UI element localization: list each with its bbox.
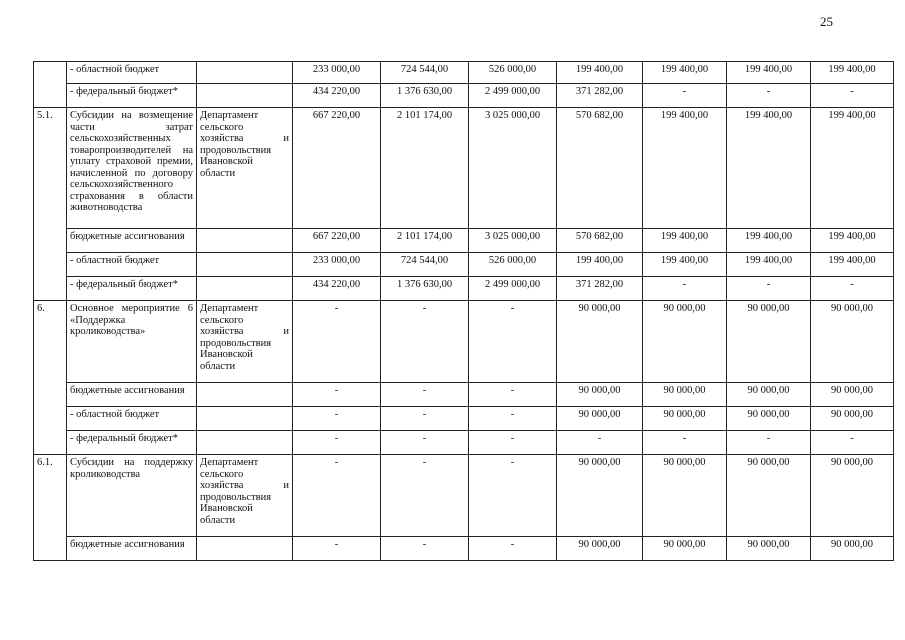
amount-cell [727,301,811,383]
amount-value: 199 400,00 [744,231,793,242]
amount-value: - [334,409,339,420]
amount-cell [727,455,811,537]
amount-value: 199 400,00 [828,110,876,121]
amount-cell [643,383,727,407]
amount-cell [811,253,894,277]
row-number-cell: 5.1. [34,108,67,229]
row-number-cell [34,229,67,253]
amount-value: - [766,86,771,97]
amount-cell [557,253,643,277]
amount-value: - [682,86,687,97]
amount-cell [557,229,643,253]
amount-cell [381,407,469,431]
amount-cell [293,277,381,301]
amount-cell [381,229,469,253]
amount-value: 526 000,00 [488,64,537,75]
table-row [34,455,894,537]
amount-value: - [682,433,687,444]
item-name-cell: Субсидии на поддержку кролиководства [67,455,197,537]
amount-cell [557,108,643,229]
amount-value: - [510,385,515,396]
executor-cell [197,253,293,277]
amount-cell [811,431,894,455]
amount-value: 199 400,00 [828,231,876,242]
amount-value: - [766,279,771,290]
amount-cell [557,277,643,301]
amount-value: - [510,303,515,314]
amount-value: 90 000,00 [578,539,621,550]
amount-value: 90 000,00 [663,457,706,468]
amount-cell [381,84,469,108]
executor-cell: Департамент сельского хозяйства и продовольствия Ивановской области [197,301,293,383]
amount-cell [293,84,381,108]
executor-cell [197,84,293,108]
amount-value: - [850,86,854,97]
amount-value: 667 220,00 [312,110,361,121]
amount-cell [727,277,811,301]
amount-value: - [334,385,339,396]
amount-cell [643,455,727,537]
table-row [34,407,894,431]
amount-value: 90 000,00 [831,539,873,550]
amount-cell [469,277,557,301]
amount-value: 90 000,00 [663,385,706,396]
item-name-cell: - областной бюджет [67,407,197,431]
amount-cell [469,455,557,537]
row-number-cell [34,407,67,431]
amount-cell [811,301,894,383]
amount-cell [381,431,469,455]
amount-cell [643,537,727,561]
page-number: 25 [820,14,833,29]
item-name-cell: бюджетные ассигнования [67,383,197,407]
amount-value: - [422,539,427,550]
amount-cell [643,301,727,383]
item-name-cell: Субсидии на возмещение части затрат сельскохозяйственных товаропроизводителей на уплату страховой премии, начисленной по договору сельскохозяйственного страхования в области животноводства [67,108,197,229]
amount-cell [727,537,811,561]
amount-value: - [510,457,515,468]
amount-value: 371 282,00 [575,86,624,97]
amount-value: 2 499 000,00 [484,279,541,290]
amount-value: 371 282,00 [575,279,624,290]
amount-value: 3 025 000,00 [484,231,541,242]
amount-value: 233 000,00 [312,64,361,75]
amount-value: - [850,279,854,290]
executor-cell [197,62,293,84]
item-name-cell: Основное мероприятие 6 «Поддержка кролиководства» [67,301,197,383]
amount-cell [469,431,557,455]
amount-cell [643,62,727,84]
amount-value: 1 376 630,00 [396,279,453,290]
amount-value: - [334,303,339,314]
table-row [34,431,894,455]
executor-cell: Департамент сельского хозяйства и продовольствия Ивановской области [197,455,293,537]
budget-table [33,61,894,561]
table-row [34,108,894,229]
table-row [34,277,894,301]
amount-value: - [597,433,602,444]
amount-value: 526 000,00 [488,255,537,266]
executor-cell [197,431,293,455]
amount-cell [727,229,811,253]
amount-value: 2 101 174,00 [396,110,453,121]
amount-value: 570 682,00 [575,110,624,121]
amount-value: 199 400,00 [744,110,793,121]
amount-value: - [510,409,515,420]
amount-cell [557,301,643,383]
amount-cell [727,108,811,229]
amount-value: 2 499 000,00 [484,86,541,97]
amount-value: - [422,457,427,468]
amount-cell [811,62,894,84]
row-number-cell [34,537,67,561]
amount-cell [727,407,811,431]
row-number-cell [34,253,67,277]
amount-value: 570 682,00 [575,231,624,242]
table-row [34,253,894,277]
amount-cell [811,407,894,431]
table-row [34,537,894,561]
table-row [34,62,894,84]
amount-cell [293,229,381,253]
amount-cell [469,253,557,277]
amount-value: 199 400,00 [744,64,793,75]
amount-value: 3 025 000,00 [484,110,541,121]
amount-value: 90 000,00 [747,539,790,550]
amount-value: 90 000,00 [663,409,706,420]
amount-cell [381,455,469,537]
amount-cell [811,383,894,407]
amount-cell [469,229,557,253]
amount-value: 90 000,00 [747,303,790,314]
amount-value: 199 400,00 [575,64,624,75]
amount-value: - [766,433,771,444]
amount-cell [811,84,894,108]
amount-value: 90 000,00 [747,385,790,396]
amount-cell [811,108,894,229]
amount-cell [557,62,643,84]
executor-cell [197,407,293,431]
item-name-cell: - федеральный бюджет* [67,431,197,455]
amount-cell [643,407,727,431]
amount-cell [811,455,894,537]
amount-value: 199 400,00 [660,231,709,242]
amount-value: - [334,539,339,550]
amount-cell [727,253,811,277]
amount-cell [381,537,469,561]
amount-cell [811,537,894,561]
amount-cell [381,383,469,407]
amount-value: - [422,303,427,314]
amount-cell [557,431,643,455]
executor-cell [197,537,293,561]
amount-value: - [850,433,854,444]
amount-value: - [422,385,427,396]
amount-value: 199 400,00 [828,64,876,75]
amount-value: 90 000,00 [578,303,621,314]
amount-cell [469,84,557,108]
amount-cell [557,455,643,537]
executor-cell: Департамент сельского хозяйства и продовольствия Ивановской области [197,108,293,229]
amount-value: 199 400,00 [660,110,709,121]
amount-cell [557,383,643,407]
amount-cell [643,253,727,277]
amount-value: 233 000,00 [312,255,361,266]
amount-value: 90 000,00 [747,409,790,420]
row-number-cell: 6.1. [34,455,67,537]
amount-value: 2 101 174,00 [396,231,453,242]
amount-cell [643,84,727,108]
amount-cell [557,407,643,431]
amount-cell [727,84,811,108]
amount-cell [381,62,469,84]
amount-value: - [334,457,339,468]
amount-cell [557,537,643,561]
amount-value: 1 376 630,00 [396,86,453,97]
amount-value: 199 400,00 [744,255,793,266]
amount-cell [727,62,811,84]
amount-cell [727,431,811,455]
amount-cell [469,407,557,431]
amount-value: - [682,279,687,290]
amount-cell [811,229,894,253]
amount-value: 434 220,00 [312,279,361,290]
amount-value: 90 000,00 [831,457,873,468]
item-name-cell: - федеральный бюджет* [67,277,197,301]
item-name-cell: - областной бюджет [67,253,197,277]
amount-cell [293,383,381,407]
amount-value: 90 000,00 [578,457,621,468]
amount-value: - [510,433,515,444]
amount-value: - [422,409,427,420]
executor-cell [197,383,293,407]
amount-value: 199 400,00 [575,255,624,266]
item-name-cell: - федеральный бюджет* [67,84,197,108]
amount-cell [811,277,894,301]
amount-value: 724 544,00 [400,64,449,75]
item-name-cell: бюджетные ассигнования [67,229,197,253]
amount-cell [469,383,557,407]
amount-value: 90 000,00 [831,303,873,314]
executor-cell [197,229,293,253]
amount-value: 90 000,00 [831,409,873,420]
amount-cell [293,431,381,455]
amount-cell [381,253,469,277]
table-row [34,84,894,108]
amount-cell [293,407,381,431]
item-name-cell: бюджетные ассигнования [67,537,197,561]
row-number-cell [34,383,67,407]
amount-cell [469,62,557,84]
row-number-cell [34,84,67,108]
amount-cell [469,108,557,229]
amount-value: - [422,433,427,444]
amount-value: - [510,539,515,550]
amount-cell [643,277,727,301]
amount-cell [293,108,381,229]
table-row [34,301,894,383]
table-row [34,229,894,253]
amount-value: 434 220,00 [312,86,361,97]
row-number-cell: 6. [34,301,67,383]
row-number-cell [34,62,67,84]
amount-cell [293,455,381,537]
amount-value: 667 220,00 [312,231,361,242]
amount-value: 90 000,00 [747,457,790,468]
amount-cell [293,301,381,383]
table-row [34,383,894,407]
amount-value: 199 400,00 [660,64,709,75]
amount-cell [293,62,381,84]
amount-value: 90 000,00 [831,385,873,396]
amount-value: 90 000,00 [663,539,706,550]
amount-cell [381,277,469,301]
amount-cell [469,301,557,383]
amount-value: 199 400,00 [828,255,876,266]
row-number-cell [34,431,67,455]
amount-value: 90 000,00 [663,303,706,314]
amount-value: - [334,433,339,444]
amount-value: 90 000,00 [578,385,621,396]
amount-value: 724 544,00 [400,255,449,266]
amount-cell [293,253,381,277]
executor-cell [197,277,293,301]
amount-cell [727,383,811,407]
amount-cell [643,108,727,229]
amount-value: 90 000,00 [578,409,621,420]
item-name-cell: - областной бюджет [67,62,197,84]
amount-cell [643,431,727,455]
amount-cell [381,301,469,383]
amount-cell [293,537,381,561]
amount-cell [469,537,557,561]
row-number-cell [34,277,67,301]
amount-value: 199 400,00 [660,255,709,266]
amount-cell [557,84,643,108]
amount-cell [381,108,469,229]
amount-cell [643,229,727,253]
